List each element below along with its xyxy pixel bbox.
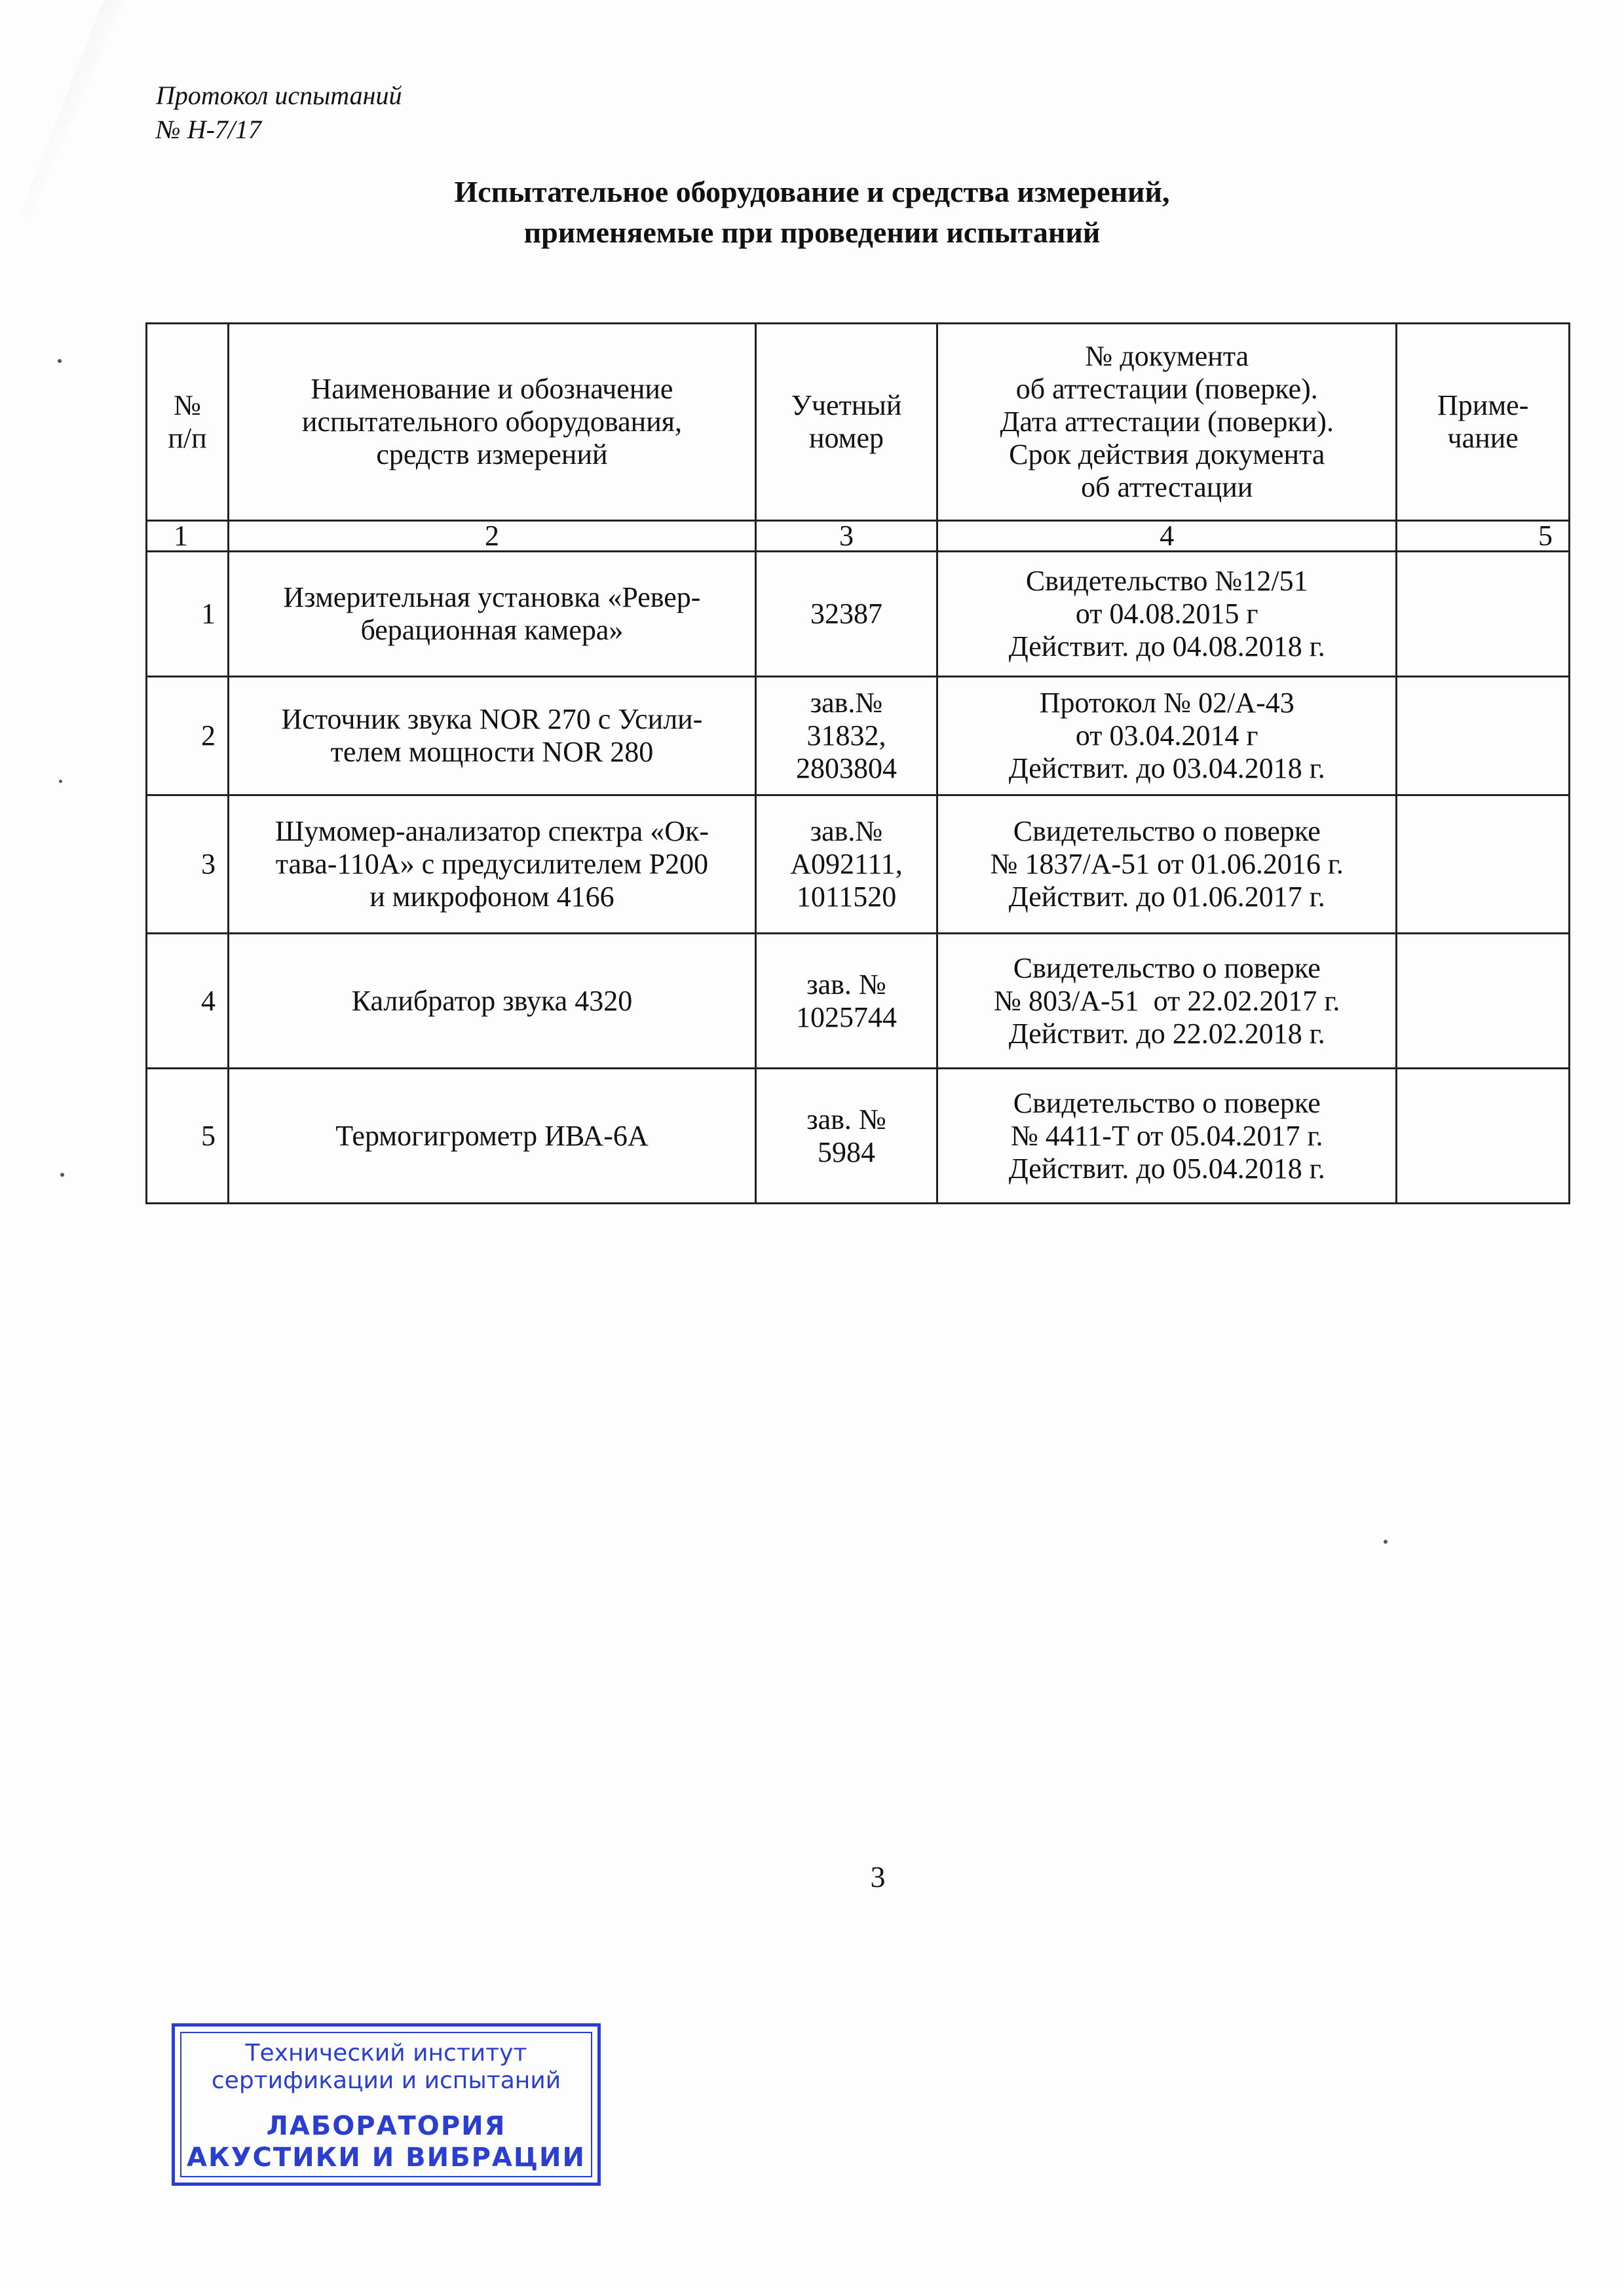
equipment-name: Калибратор звука 4320 (228, 934, 755, 1069)
header-index: № п/п (147, 324, 229, 521)
header-name: Наименование и обозначение испытательного оборудования, средств измерений (228, 324, 755, 521)
row-index: 2 (147, 677, 229, 795)
page-number: 3 (870, 1860, 886, 1894)
table-row (147, 677, 1570, 795)
equipment-table (145, 322, 1570, 1204)
stamp-organization: Технический институт сертификации и испытаний (211, 2040, 561, 2094)
scan-speck (59, 780, 62, 783)
table-row (147, 1069, 1570, 1204)
scan-speck (1384, 1540, 1388, 1544)
equipment-name: Источник звука NOR 270 с Усили- телем мощности NOR 280 (228, 677, 755, 795)
table-header-row (147, 324, 1570, 521)
header-registration-number: Учетный номер (755, 324, 937, 521)
column-number: 1 (147, 521, 229, 552)
scan-speck (60, 1173, 64, 1177)
table-row (147, 795, 1570, 934)
table-row (147, 552, 1570, 677)
equipment-name: Шумомер-анализатор спектра «Ок- тава-110А» с предусилителем Р200 и микрофоном 4166 (228, 795, 755, 934)
certificate-info: Протокол № 02/А-43 от 03.04.2014 г Действит. до 03.04.2018 г. (937, 677, 1397, 795)
title-line-1: Испытательное оборудование и средства измерений, (454, 175, 1170, 208)
equipment-name: Измерительная установка «Ревер- берационная камера» (228, 552, 755, 677)
protocol-label: Протокол испытаний (156, 81, 402, 110)
certificate-info: Свидетельство о поверке № 1837/А-51 от 01.06.2016 г. Действит. до 01.06.2017 г. (937, 795, 1397, 934)
column-number: 2 (228, 521, 755, 552)
title-line-2: применяемые при проведении испытаний (523, 216, 1101, 249)
registration-number: зав. № 1025744 (755, 934, 937, 1069)
certificate-info: Свидетельство №12/51 от 04.08.2015 г Действит. до 04.08.2018 г. (937, 552, 1397, 677)
note-cell (1397, 1069, 1570, 1204)
registration-number: зав.№ 31832, 2803804 (755, 677, 937, 795)
row-index: 4 (147, 934, 229, 1069)
registration-number: 32387 (755, 552, 937, 677)
certificate-info: Свидетельство о поверке № 803/А-51 от 22.02.2017 г. Действит. до 22.02.2018 г. (937, 934, 1397, 1069)
header-note: Приме- чание (1397, 324, 1570, 521)
registration-number: зав. № 5984 (755, 1069, 937, 1204)
protocol-reference (156, 79, 402, 147)
document-title (0, 172, 1624, 253)
column-number: 5 (1397, 521, 1570, 552)
note-cell (1397, 795, 1570, 934)
row-index: 1 (147, 552, 229, 677)
column-number: 4 (937, 521, 1397, 552)
note-cell (1397, 934, 1570, 1069)
laboratory-stamp (172, 2023, 601, 2186)
column-number-row (147, 521, 1570, 552)
stamp-laboratory: ЛАБОРАТОРИЯ АКУСТИКИ И ВИБРАЦИИ (187, 2111, 586, 2173)
table-row (147, 934, 1570, 1069)
registration-number: зав.№ А092111, 1011520 (755, 795, 937, 934)
stamp-inner-border (180, 2032, 592, 2177)
column-number: 3 (755, 521, 937, 552)
note-cell (1397, 552, 1570, 677)
row-index: 3 (147, 795, 229, 934)
protocol-number: № Н-7/17 (156, 115, 262, 144)
header-certificate: № документа об аттестации (поверке). Дата аттестации (поверки). Срок действия документа об аттестации (937, 324, 1397, 521)
certificate-info: Свидетельство о поверке № 4411-Т от 05.04.2017 г. Действит. до 05.04.2018 г. (937, 1069, 1397, 1204)
scan-speck (58, 359, 62, 363)
note-cell (1397, 677, 1570, 795)
row-index: 5 (147, 1069, 229, 1204)
equipment-name: Термогигрометр ИВА-6А (228, 1069, 755, 1204)
